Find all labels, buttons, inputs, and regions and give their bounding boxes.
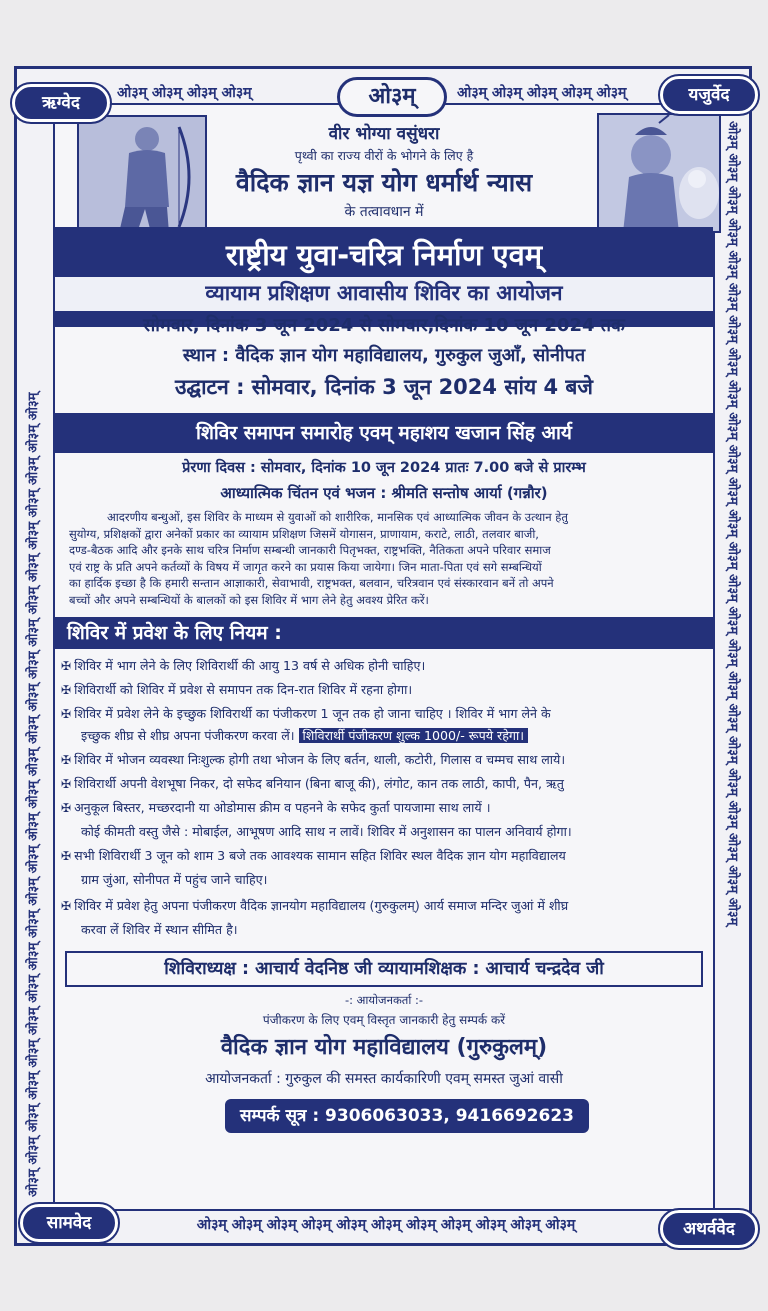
- title-line-2: व्यायाम प्रशिक्षण आवासीय शिविर का आयोजन: [55, 277, 713, 311]
- institute-name: वैदिक ज्ञान योग महाविद्यालय (गुरुकुलम्): [220, 1035, 548, 1060]
- rule-item: ✠ सभी शिविरार्थी 3 जून को शाम 3 बजे तक आवश्यक सामान सहित शिविर स्थल वैदिक ज्ञान योग महाविद्यालय: [61, 848, 566, 863]
- om-border-left: ओ३म् ओ३म् ओ३म् ओ३म् ओ३म् ओ३म् ओ३म् ओ३म् ओ३म् ओ३म् ओ३म् ओ३म् ओ३म् ओ३म् ओ३म् ओ३म् ओ३म् ओ३म् ओ३म् ओ३म् ओ३म् ओ३म् ओ३म् ओ३म् ओ३म्: [26, 392, 41, 1197]
- cross-icon: ✠: [61, 849, 72, 863]
- appeal-line: बच्चों और अपने सम्बन्धियों के बालकों को इस शिविर में भाग लेने हेतु अवश्य प्रेरित करें।: [69, 592, 429, 607]
- rigveda-badge: ऋग्वेद: [12, 84, 110, 122]
- closing-line-2: प्रेरणा दिवस : सोमवार, दिनांक 10 जून 2024 प्रातः 7.00 बजे से प्रारम्भ: [182, 460, 586, 476]
- content-area: [53, 103, 715, 1211]
- rule-item-continued: ग्राम जुंआ, सोनीपत में पहुंच जाने चाहिए।: [81, 872, 268, 887]
- rule-item-continued: करवा लें शिविर में स्थान सीमित है।: [81, 922, 238, 937]
- cross-icon: ✠: [61, 777, 72, 791]
- organizer-label: -: आयोजनकर्ता :-: [344, 993, 424, 1007]
- rule-item: ✠ शिविर में भाग लेने के लिए शिविरार्थी की आयु 13 वर्ष से अधिक होनी चाहिए।: [61, 658, 426, 673]
- contact-note: पंजीकरण के लिए एवम् विस्तृत जानकारी हेतु सम्पर्क करें: [262, 1013, 506, 1027]
- rule-item: ✠ शिविरार्थी को शिविर में प्रवेश से समापन तक दिन-रात शिविर में रहना होगा।: [61, 682, 413, 697]
- om-border-top-right: ओ३म् ओ३म् ओ३म् ओ३म् ओ३म्: [457, 85, 627, 101]
- appeal-paragraph: [69, 509, 705, 608]
- poster: [14, 66, 752, 1246]
- om-symbol-top: ओ३म्: [337, 77, 447, 117]
- camp-officials: शिविराध्यक्ष : आचार्य वेदनिष्ठ जी व्यायामशिक्षक : आचार्य चन्द्रदेव जी: [65, 951, 703, 987]
- camp-venue: स्थान : वैदिक ज्ञान योग महाविद्यालय, गुरुकुल जुआँ, सोनीपत: [182, 345, 586, 366]
- cross-icon: ✠: [61, 899, 72, 913]
- rule-item-continued: इच्छुक शीघ्र से शीघ्र अपना पंजीकरण करवा लें। शिविरार्थी पंजीकरण शुल्क 1000/- रूपये रहेगा।: [81, 727, 528, 745]
- organization-name: वैदिक ज्ञान यज्ञ योग धर्मार्थ न्यास: [235, 168, 533, 197]
- motto-subtitle: पृथ्वी का राज्य वीरों के भोगने के लिए है: [294, 148, 474, 163]
- appeal-line: का हार्दिक इच्छा है कि हमारी सन्तान आज्ञाकारी, सेवाभावी, राष्ट्रभक्त, बलवान, चरित्रवान एवं संस्कारवान बनें तो अपने: [69, 576, 554, 590]
- rule-item: ✠ शिविर में भोजन व्यवस्था निःशुल्क होगी तथा भोजन के लिए बर्तन, थाली, कटोरी, गिलास व चम्मच साथ लाये।: [61, 752, 566, 767]
- appeal-line: दण्ड-बैठक आदि और इनके साथ चरित्र निर्माण सम्बन्धी जानकारी पितृभक्त, राष्ट्रभक्ति, नैतिकता अपने परिवार समाज: [69, 543, 551, 557]
- rule-item: ✠ अनुकूल बिस्तर, मच्छरदानी या ओडोमास क्रीम व पहनने के सफेद कुर्ता पायजामा साथ लायें ।: [61, 800, 491, 815]
- om-border-top-left: ओ३म् ओ३म् ओ३म् ओ३म्: [117, 85, 252, 101]
- title-line-1: राष्ट्रीय युवा-चरित्र निर्माण एवम्: [225, 238, 543, 272]
- cross-icon: ✠: [61, 801, 72, 815]
- camp-dates: सोमवार, दिनांक 3 जून 2024 से सोमवार,दिनांक 10 जून 2024 तक: [143, 315, 625, 336]
- organizers-line: आयोजनकर्ता : गुरुकुल की समस्त कार्यकारिणी एवम् समस्त जुआं वासी: [205, 1071, 563, 1087]
- closing-line-3: आध्यात्मिक चिंतन एवं भजन : श्रीमति सन्तोष आर्या (गन्नौर): [220, 484, 548, 502]
- rule-item: ✠ शिविर में प्रवेश हेतु अपना पंजीकरण वैदिक ज्ञानयोग महाविद्यालय (गुरुकुलम्) आर्य समाज मन्दिर जुआं में शीघ्र: [61, 898, 569, 913]
- rule-item: ✠ शिविरार्थी अपनी वेशभूषा निकर, दो सफेद बनियान (बिना बाजू की), लंगोट, कान तक लाठी, कापी, पैन, ऋतु: [61, 776, 564, 791]
- closing-ceremony-band: [55, 413, 713, 453]
- rule-item-continued: कोई कीमती वस्तु जैसे : मोबाईल, आभूषण आदि साथ न लावें। शिविर में अनुशासन का पालन अनिवार्य होगा।: [81, 824, 572, 839]
- aegis-line: के तत्वावधान में: [344, 204, 424, 220]
- appeal-line: एवं राष्ट्र के प्रति अपने कर्तव्यों के विषय में जागृत करने का प्रयास किया जायेगा। जिन माता-पिता एवं सगे सम्बन्धियों: [69, 559, 542, 574]
- inauguration-info: उद्घाटन : सोमवार, दिनांक 3 जून 2024 सांय 4 बजे: [175, 375, 593, 399]
- atharvaveda-badge: अथर्ववेद: [660, 1210, 758, 1248]
- appeal-line: आदरणीय बन्धुओं, इस शिविर के माध्यम से युवाओं को शारीरिक, मानसिक एवं आध्यात्मिक जीवन के उत्थान हेतु: [107, 510, 568, 524]
- cross-icon: ✠: [61, 659, 72, 673]
- registration-fee: शिविरार्थी पंजीकरण शुल्क 1000/- रूपये रहेगा।: [299, 728, 528, 743]
- om-border-right: ओ३म् ओ३म् ओ३म् ओ३म् ओ३म् ओ३म् ओ३म् ओ३म् ओ३म् ओ३म् ओ३म् ओ३म् ओ३म् ओ३म् ओ३म् ओ३म् ओ३म् ओ३म् ओ३म् ओ३म् ओ३म् ओ३म् ओ३म् ओ३म् ओ३म्: [725, 121, 740, 926]
- contact-numbers: सम्पर्क सूत्र : 9306063033, 9416692623: [225, 1099, 589, 1133]
- om-border-bottom: ओ३म् ओ३म् ओ३म् ओ३म् ओ३म् ओ३म् ओ३म् ओ३म् ओ३म् ओ३म् ओ३म्: [196, 1217, 576, 1233]
- rule-item: ✠ शिविर में प्रवेश लेने के इच्छुक शिविरार्थी का पंजीकरण 1 जून तक हो जाना चाहिए । शिविर में भाग लेने के: [61, 706, 551, 721]
- cross-icon: ✠: [61, 707, 72, 721]
- motto: वीर भोग्या वसुंधरा: [328, 124, 440, 144]
- cross-icon: ✠: [61, 683, 72, 697]
- yajurveda-badge: यजुर्वेद: [660, 76, 758, 114]
- samaveda-badge: सामवेद: [20, 1204, 118, 1242]
- cross-icon: ✠: [61, 753, 72, 767]
- rules-heading: शिविर में प्रवेश के लिए नियम :: [55, 617, 713, 649]
- closing-line-1: शिविर समापन समारोह एवम् महाशय खजान सिंह आर्य: [196, 422, 572, 444]
- appeal-line: सुयोग्य, प्रशिक्षकों द्वारा अनेकों प्रकार का व्यायाम प्रशिक्षण जिसमें योगासन, प्राणायाम, कराटे, लाठी, तलवार बाजी,: [69, 526, 539, 541]
